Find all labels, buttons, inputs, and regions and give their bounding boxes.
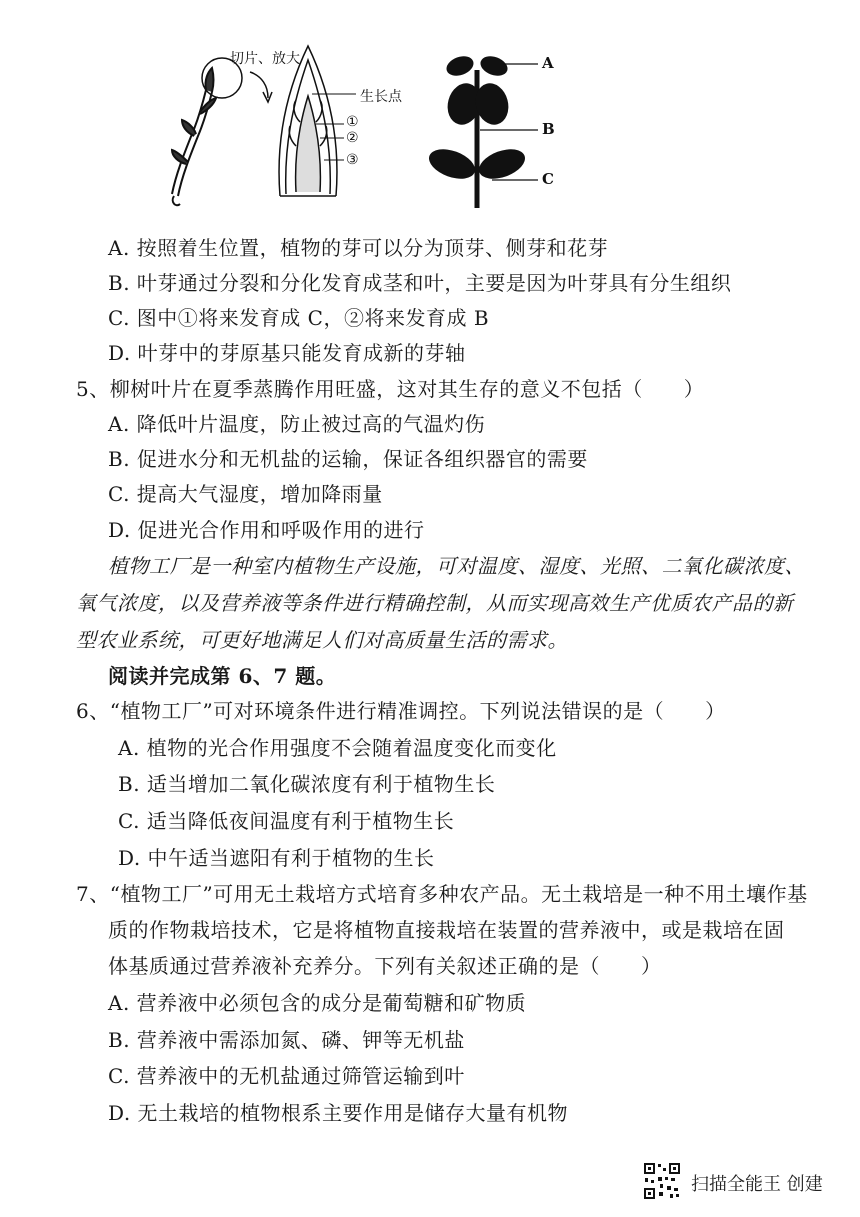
q4-option-d: D. 叶芽中的芽原基只能发育成新的芽轴 xyxy=(108,341,466,365)
q7-stem-line-1: 7、“植物工厂”可用无土栽培方式培育多种农产品。无土栽培是一种不用土壤作基 xyxy=(76,882,808,906)
label-slice-magnify: 切片、放大 xyxy=(230,51,300,67)
passage-line-3: 型农业系统，可更好地满足人们对高质量生活的需求。 xyxy=(76,628,568,652)
q6-option-d: D. 中午适当遮阳有利于植物的生长 xyxy=(118,846,435,870)
q6-option-a: A. 植物的光合作用强度不会随着温度变化而变化 xyxy=(118,736,557,760)
q5-stem: 5、柳树叶片在夏季蒸腾作用旺盛，这对其生存的意义不包括（ ） xyxy=(76,377,705,401)
q7-option-a: A. 营养液中必须包含的成分是葡萄糖和矿物质 xyxy=(108,991,527,1015)
q6-option-b: B. 适当增加二氧化碳浓度有利于植物生长 xyxy=(118,772,496,796)
q7-option-b: B. 营养液中需添加氮、磷、钾等无机盐 xyxy=(108,1028,465,1052)
label-2: ② xyxy=(346,130,359,146)
q7-option-c: C. 营养液中的无机盐通过筛管运输到叶 xyxy=(108,1064,465,1088)
q7-option-d: D. 无土栽培的植物根系主要作用是储存大量有机物 xyxy=(108,1101,569,1125)
label-A: A xyxy=(542,54,554,72)
watermark-text: 扫描全能王 创建 xyxy=(691,1174,823,1195)
qr-code-icon xyxy=(643,1162,681,1200)
q7-stem-line-2: 质的作物栽培技术，它是将植物直接栽培在装置的营养液中，或是栽培在固 xyxy=(108,918,785,942)
bud-illustration xyxy=(150,36,610,216)
label-3: ③ xyxy=(346,152,359,168)
passage-line-1: 植物工厂是一种室内植物生产设施，可对温度、湿度、光照、二氧化碳浓度、 xyxy=(108,554,805,578)
label-1: ① xyxy=(346,114,359,130)
q5-option-b: B. 促进水分和无机盐的运输，保证各组织器官的需要 xyxy=(108,447,588,471)
passage-instruction: 阅读并完成第 6、7 题。 xyxy=(108,664,337,688)
label-B: B xyxy=(542,120,555,138)
q7-stem-line-3: 体基质通过营养液补充养分。下列有关叙述正确的是（ ） xyxy=(108,954,662,978)
scanner-watermark xyxy=(643,1162,843,1202)
q4-option-a: A. 按照着生位置，植物的芽可以分为顶芽、侧芽和花芽 xyxy=(108,236,609,260)
q5-option-c: C. 提高大气湿度，增加降雨量 xyxy=(108,482,383,506)
q4-option-b: B. 叶芽通过分裂和分化发育成茎和叶，主要是因为叶芽具有分生组织 xyxy=(108,271,732,295)
passage-line-2: 氧气浓度，以及营养液等条件进行精确控制，从而实现高效生产优质农产品的新 xyxy=(76,591,794,615)
arrow-icon xyxy=(250,72,268,98)
label-C: C xyxy=(542,170,554,188)
q6-stem: 6、“植物工厂”可对环境条件进行精准调控。下列说法错误的是（ ） xyxy=(76,699,726,723)
q5-option-a: A. 降低叶片温度，防止被过高的气温灼伤 xyxy=(108,412,486,436)
q6-option-c: C. 适当降低夜间温度有利于植物生长 xyxy=(118,809,455,833)
bud-diagram xyxy=(150,36,610,216)
q4-option-c: C. 图中①将来发育成 C，②将来发育成 B xyxy=(108,306,490,330)
bud-section xyxy=(279,46,337,196)
label-growth-point: 生长点 xyxy=(360,89,402,105)
q5-option-d: D. 促进光合作用和呼吸作用的进行 xyxy=(108,518,425,542)
